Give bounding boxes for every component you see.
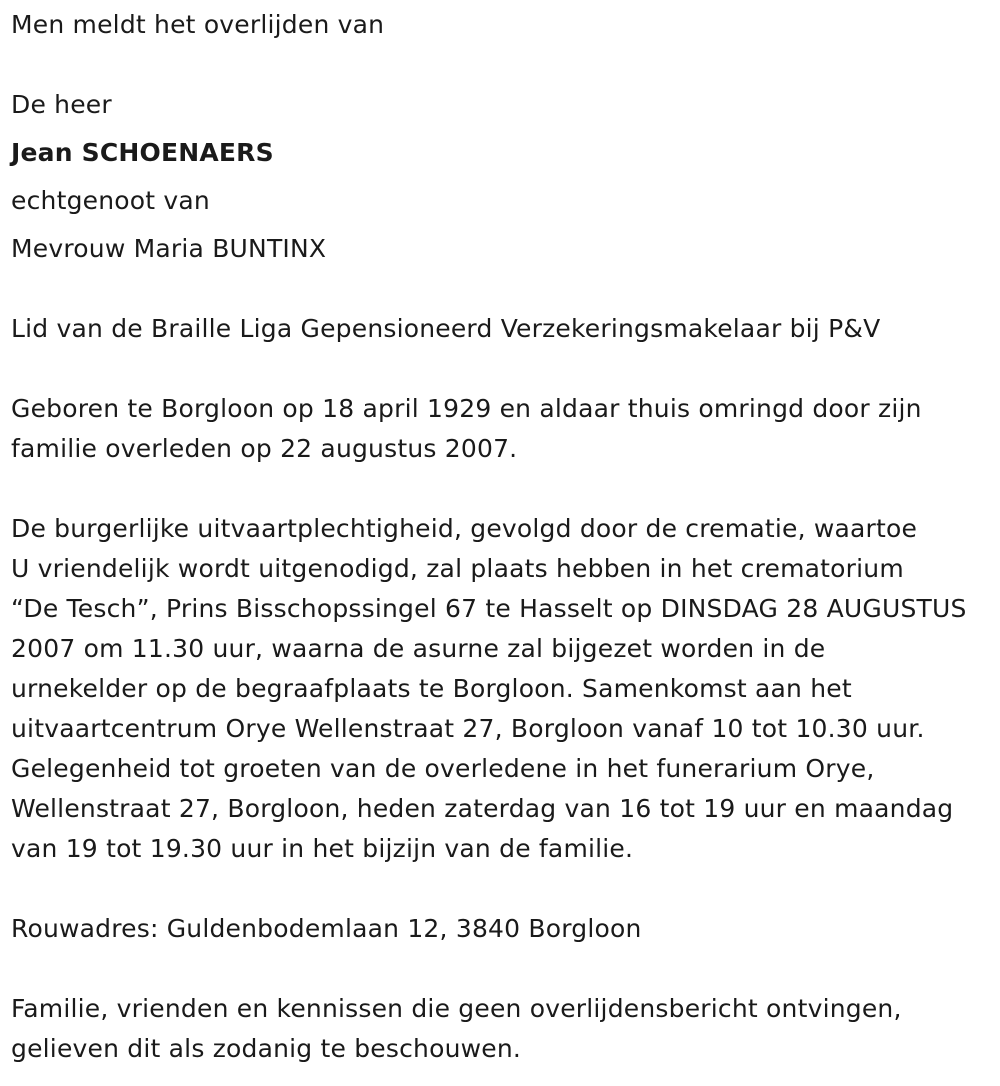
spouse-name: Mevrouw Maria BUNTINX xyxy=(11,234,327,263)
ceremony-line: Wellenstraat 27, Borgloon, heden zaterdag van 16 tot 19 uur en maandag xyxy=(11,794,954,823)
title-text: De heer xyxy=(11,90,112,119)
closing-line: gelieven dit als zodanig te beschouwen. xyxy=(11,1034,522,1063)
ceremony-line: U vriendelijk wordt uitgenodigd, zal plaats hebben in het crematorium xyxy=(11,554,904,583)
ceremony-line: “De Tesch”, Prins Bisschopssingel 67 te Hasselt op DINSDAG 28 AUGUSTUS xyxy=(11,594,967,623)
ceremony-line: De burgerlijke uitvaartplechtigheid, gevolgd door de crematie, waartoe xyxy=(11,514,918,543)
ceremony-line: Gelegenheid tot groeten van de overledene in het funerarium Orye, xyxy=(11,754,875,783)
ceremony-line: urnekelder op de begraafplaats te Borgloon. Samenkomst aan het xyxy=(11,674,852,703)
closing-line: Familie, vrienden en kennissen die geen overlijdensbericht ontvingen, xyxy=(11,994,902,1023)
birth-line: Geboren te Borgloon op 18 april 1929 en aldaar thuis omringd door zijn xyxy=(11,394,922,423)
mourning-address: Rouwadres: Guldenbodemlaan 12, 3840 Borgloon xyxy=(11,914,642,943)
ceremony-line: van 19 tot 19.30 uur in het bijzijn van de familie. xyxy=(11,834,634,863)
ceremony-line: uitvaartcentrum Orye Wellenstraat 27, Borgloon vanaf 10 tot 10.30 uur. xyxy=(11,714,925,743)
membership-text: Lid van de Braille Liga Gepensioneerd Verzekeringsmakelaar bij P&V xyxy=(11,314,881,343)
ceremony-line: 2007 om 11.30 uur, waarna de asurne zal bijgezet worden in de xyxy=(11,634,826,663)
deceased-name: Jean SCHOENAERS xyxy=(11,138,274,167)
birth-line: familie overleden op 22 augustus 2007. xyxy=(11,434,518,463)
relation-text: echtgenoot van xyxy=(11,186,210,215)
intro-text: Men meldt het overlijden van xyxy=(11,10,385,39)
